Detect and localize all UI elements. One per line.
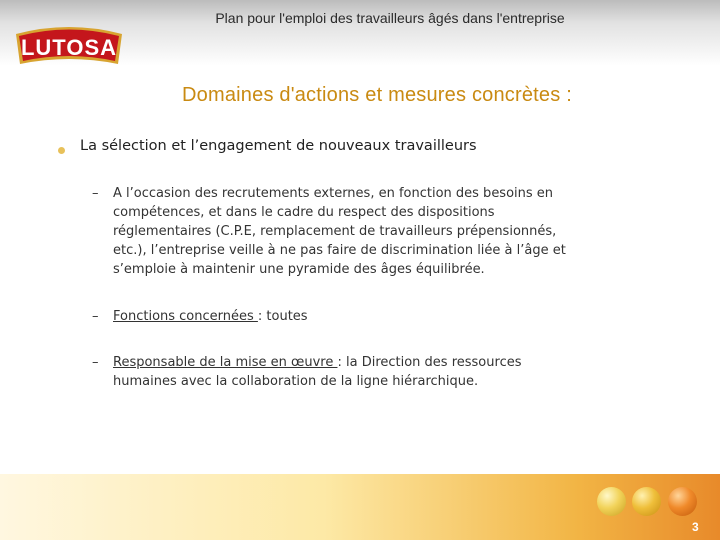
label-value: : la Direction des ressources [337, 355, 522, 370]
dash-icon: – [92, 355, 99, 370]
text-line: A l’occasion des recrutements externes, en fonction des besoins en [113, 186, 554, 201]
bullet-icon [58, 147, 65, 154]
dash-icon: – [92, 186, 99, 201]
sub-item-body [113, 184, 613, 279]
lutosa-logo [10, 18, 128, 70]
page-number: 3 [692, 520, 699, 534]
text-line: humaines avec la collaboration de la ligne hiérarchique. [113, 374, 479, 389]
dash-icon: – [92, 309, 99, 324]
section-title: Domaines d'actions et mesures concrètes : [182, 84, 572, 106]
sub-item-body [113, 307, 613, 326]
bullet-heading: La sélection et l’engagement de nouveaux travailleurs [80, 138, 477, 154]
underlined-label: Responsable de la mise en œuvre [113, 355, 338, 370]
sub-item-body [113, 353, 613, 391]
text-line: s’emploie à maintenir une pyramide des âges équilibrée. [113, 262, 485, 277]
decorative-ball-icon [597, 487, 626, 516]
decorative-ball-icon [632, 487, 661, 516]
label-value: : toutes [257, 309, 308, 324]
svg-text:LUTOSA: LUTOSA [20, 35, 118, 60]
text-line: etc.), l’entreprise veille à ne pas faire de discrimination liée à l’âge et [113, 243, 566, 258]
text-line: compétences, et dans le cadre du respect des dispositions [113, 205, 495, 220]
text-line: réglementaires (C.P.E, remplacement de travailleurs prépensionnés, [113, 224, 557, 239]
page-header-title: Plan pour l'emploi des travailleurs âgés dans l'entreprise [215, 10, 565, 26]
underlined-label: Fonctions concernées [113, 309, 258, 324]
decorative-ball-icon [668, 487, 697, 516]
